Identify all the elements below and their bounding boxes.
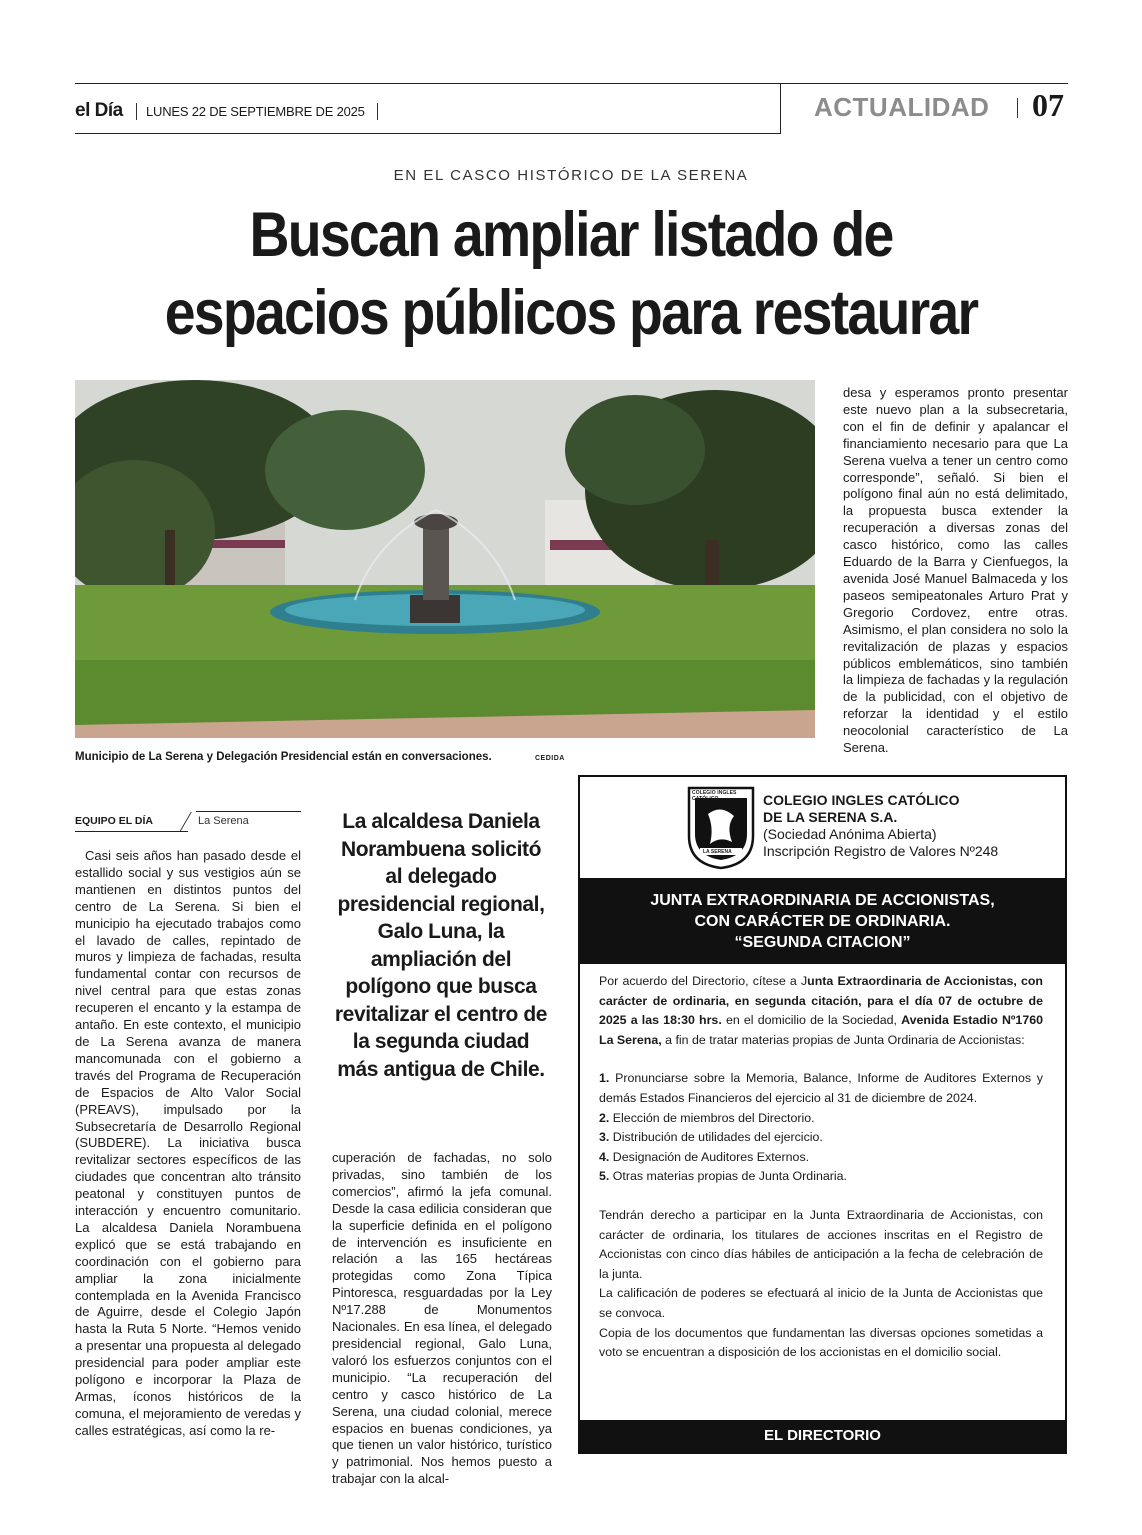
notice-title-3: “SEGUNDA CITACION” [734, 934, 911, 951]
agenda-item [599, 1128, 1043, 1148]
agenda-num: 2. [599, 1110, 610, 1125]
header-divider [780, 83, 781, 134]
school-info [763, 792, 998, 860]
agenda-num: 5. [599, 1169, 610, 1184]
header-rule-bottom [75, 133, 780, 134]
notice-title-2: CON CARÁCTER DE ORDINARIA. [694, 913, 951, 930]
photo-credit: CEDIDA [535, 755, 565, 762]
notice-paragraph: La calificación de poderes se efectuará al inicio de la Junta de Accionistas que se convoca. [599, 1286, 1043, 1320]
byline-location: La Serena [198, 815, 249, 827]
article-column-3 [843, 385, 1068, 757]
column-text: Casi seis años han pasado desde el estallido social y sus vestigios aún se mantienen en distintos puntos del centro de La Serena. Si bien el municipio ha ejecutado trabajos como el lavado de calles, repintado de muros y limpieza de fachadas, resulta fundamental contar con recursos de nivel central para que estas zonas recuperen el encanto y la estampa de antaño. En este contexto, el municipio de La Serena avanza de manera mancomunada con el gobierno a través del Programa de Recuperación de Espacios de Alto Valor Social (PREAVS), impulsado por la Subsecretaría de Desarrollo Regional (SUBDERE). La iniciativa busca revitalizar sectores específicos de las ciudades que concentran alto tránsito peatonal y constituyen puntos de interacción y encuentro comunitario. La alcaldesa Daniela Norambuena explicó que se está trabajando en coordinación con el gobierno para ampliar la zona inicialmente contemplada en la Avenida Francisco de Aguirre, desde el Colegio Japón hasta la Ruta 5 Norte. “Hemos venido a presentar una propuesta al delegado presidencial para poder ampliar este polígono e incorporar la Plaza de Armas, íconos históricos de la comuna, el mejoramiento de veredas y calles estratégicas, así como la re- [75, 848, 301, 1438]
agenda-text: Designación de Auditores Externos. [609, 1149, 810, 1164]
byline-rule [75, 831, 188, 832]
school-name: COLEGIO INGLES CATÓLICO [763, 792, 960, 808]
notice-intro [599, 972, 1043, 1050]
agenda-text: Elección de miembros del Directorio. [609, 1110, 815, 1125]
issue-date: LUNES 22 DE SEPTIEMBRE DE 2025 [146, 104, 365, 119]
registry: Inscripción Registro de Valores Nº248 [763, 843, 999, 859]
photo-caption: Municipio de La Serena y Delegación Presidencial están en conversaciones. [75, 751, 492, 763]
notice-body [599, 972, 1043, 1363]
agenda-num: 1. [599, 1071, 610, 1086]
intro-text: Por acuerdo del Directorio, cítese a J [599, 974, 808, 988]
notice-signature: EL DIRECTORIO [580, 1420, 1065, 1452]
article-column-1 [75, 848, 301, 1440]
column-text: cuperación de fachadas, no solo privadas, sino también de los comercios”, afirmó la jefa comunal. Desde la casa edilicia consideran que la superficie definida en el polígono de intervención es insuficiente en relación a las 165 hectáreas protegidas como Zona Típica Pintoresca, resguardadas por la Ley Nº17.288 de Monumentos Nacionales. En esa línea, el delegado presidencial regional, Galo Luna, valoró los esfuerzos conjuntos con el municipio. “La recuperación del centro y casco histórico de La Serena, una ciudad colonial, merece espacios en buenas condiciones, ya que tienen un valor histórico, turístico y patrimonial. Nos hemos puesto a trabajar con la alcal- [332, 1150, 552, 1487]
header-pipe [377, 103, 378, 120]
agenda-item [599, 1069, 1043, 1108]
byline-rule [196, 811, 301, 812]
header-pipe [136, 103, 137, 120]
section-name: ACTUALIDAD [814, 92, 990, 122]
agenda-num: 4. [599, 1149, 610, 1164]
headline-line-2: espacios públicos para restaurar [164, 278, 978, 348]
newspaper-brand: el Día [75, 100, 123, 121]
page-number: 07 [1032, 87, 1064, 123]
crest-top-text: COLEGIO INGLES CATÓLICO [692, 790, 737, 802]
school-crest-icon [686, 786, 756, 870]
agenda-text: Pronunciarse sobre la Memoria, Balance, Informe de Auditores Externos y demás Estados Financieros del ejercicio al 31 de diciembre de 2024. [599, 1071, 1043, 1105]
agenda-text: Otras materias propias de Junta Ordinaria. [609, 1169, 847, 1184]
company-type: (Sociedad Anónima Abierta) [763, 826, 937, 842]
notice-paragraph: Tendrán derecho a participar en la Junta Extraordinaria de Accionistas, con carácter de ordinaria, los titulares de acciones inscritas en el Registro de Accionistas con cinco días hábiles de anticipación a la fecha de celebración de la junta. [599, 1207, 1043, 1281]
agenda-num: 3. [599, 1130, 610, 1145]
header-rule-top [75, 83, 1068, 84]
article-headline [104, 196, 1039, 352]
intro-address: Avenida Estadio Nº1760 La Serena, [599, 1013, 1043, 1047]
article-kicker: EN EL CASCO HISTÓRICO DE LA SERENA [393, 167, 749, 184]
article-photo [75, 380, 815, 738]
agenda-item [599, 1167, 1043, 1187]
header-pipe [1017, 98, 1018, 118]
column-text: desa y esperamos pronto presentar este nuevo plan a la subsecretaria, con el fin de definir y apalancar el financiamiento necesario para que La Serena vuelva a tener un centro como corresponde”, señaló. Si bien el polígono final aún no está delimitado, la propuesta busca extender la recuperación a diversas zonas del casco histórico, como las calles Eduardo de la Barra y Cienfuegos, la avenida José Manuel Balmaceda y los paseos semipeatonales Arturo Prat y Gregorio Cordovez, entre otras. Asimismo, el plan considera no solo la revitalización de plazas y espacios públicos emblemáticos, sino también la limpieza de fachadas y la regulación de la publicidad, con el objetivo de reforzar la identidad y el estilo neocolonial característico de La Serena. [843, 385, 1068, 756]
notice-title-1: JUNTA EXTRAORDINARIA DE ACCIONISTAS, [650, 892, 995, 909]
byline-slash [179, 812, 192, 832]
headline-line-1: Buscan ampliar listado de [249, 200, 893, 270]
notice-paragraph: Copia de los documentos que fundamentan las diversas opciones sometidas a voto se encuentran a disposición de los accionistas en el domicilio social. [599, 1325, 1043, 1360]
crest-bottom-text: LA SERENA [703, 849, 732, 855]
pull-quote: La alcaldesa Daniela Norambuena solicitó al delegado presidencial regional, Galo Luna, la ampliación del polígono que busca revitalizar el centro de la segunda ciudad más antigua de Chile. [334, 810, 548, 1081]
agenda-item [599, 1148, 1043, 1168]
intro-text: en el domicilio de la Sociedad, [721, 1013, 902, 1028]
intro-text: a fin de tratar materias propias de Junta Ordinaria de Accionistas: [661, 1032, 1025, 1047]
school-name-2: DE LA SERENA S.A. [763, 809, 898, 825]
agenda-item [599, 1109, 1043, 1129]
byline-author: EQUIPO EL DÍA [75, 815, 153, 827]
article-column-2 [332, 1150, 552, 1488]
notice-title-bar [580, 878, 1065, 964]
agenda-text: Distribución de utilidades del ejercicio. [609, 1130, 823, 1145]
intro-bold: unta Extraordinaria de Accionistas, con carácter de ordinaria, en segunda citación, para el día 07 de octubre de 2025 a las 18:30 hrs. [599, 974, 1043, 1028]
